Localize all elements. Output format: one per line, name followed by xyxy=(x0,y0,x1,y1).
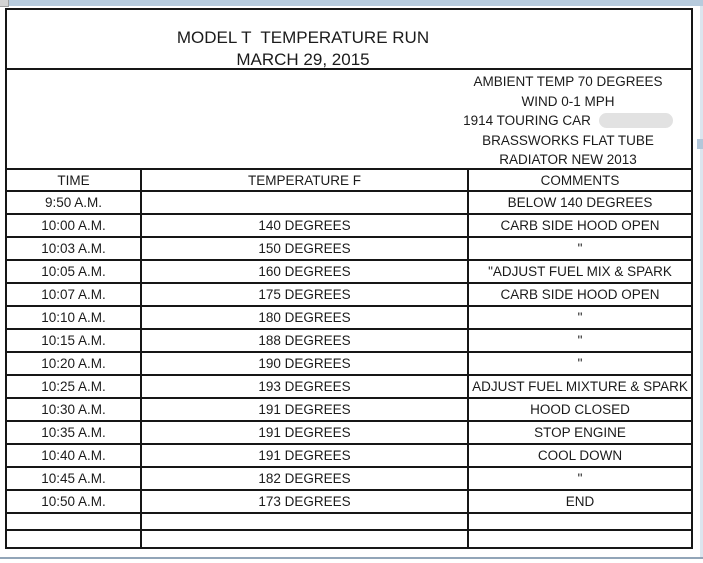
comment-cell: HOOD CLOSED xyxy=(530,402,630,417)
comment-cell: CARB SIDE HOOD OPEN xyxy=(500,287,660,302)
time-cell: 10:05 A.M. xyxy=(7,261,142,282)
document-table xyxy=(5,8,693,549)
table-row xyxy=(7,307,691,330)
comment-cell xyxy=(469,514,691,529)
temperature-cell: 190 DEGREES xyxy=(142,353,469,374)
temperature-cell: 188 DEGREES xyxy=(142,330,469,351)
temperature-cell: 193 DEGREES xyxy=(142,376,469,397)
time-cell: 10:35 A.M. xyxy=(7,422,142,443)
table-row xyxy=(7,422,691,445)
time-cell: 10:00 A.M. xyxy=(7,215,142,236)
time-cell: 10:40 A.M. xyxy=(7,445,142,466)
table-rows xyxy=(7,170,691,547)
info-line: AMBIENT TEMP 70 DEGREES xyxy=(473,74,663,89)
comment-cell: " xyxy=(577,356,583,371)
table-row xyxy=(7,353,691,376)
info-line: RADIATOR NEW 2013 xyxy=(499,152,637,167)
time-cell: 10:25 A.M. xyxy=(7,376,142,397)
table-row xyxy=(7,261,691,284)
temperature-cell: 173 DEGREES xyxy=(142,491,469,512)
table-row xyxy=(7,284,691,307)
table-row xyxy=(7,376,691,399)
table-row xyxy=(7,238,691,261)
document-title: MODEL T TEMPERATURE RUN xyxy=(176,28,430,47)
temperature-cell: 191 DEGREES xyxy=(142,422,469,443)
temperature-cell: 180 DEGREES xyxy=(142,307,469,328)
time-cell: 10:45 A.M. xyxy=(7,468,142,489)
comment-cell: BELOW 140 DEGREES xyxy=(507,195,653,210)
comments-header: COMMENTS xyxy=(540,172,620,188)
table-row xyxy=(7,215,691,238)
temperature-cell: 175 DEGREES xyxy=(142,284,469,305)
window-edge-bottom xyxy=(0,557,703,559)
comment-cell: " xyxy=(577,471,583,486)
table-row xyxy=(7,514,691,531)
temperature-cell: 160 DEGREES xyxy=(142,261,469,282)
time-cell xyxy=(7,514,142,529)
info-block xyxy=(449,72,687,170)
document-date: MARCH 29, 2015 xyxy=(236,50,370,69)
comment-cell: " xyxy=(577,310,583,325)
temperature-cell xyxy=(142,531,469,547)
temperature-cell: 140 DEGREES xyxy=(142,215,469,236)
comment-cell: STOP ENGINE xyxy=(534,425,626,440)
table-row xyxy=(7,445,691,468)
selection-handle xyxy=(697,139,703,149)
comment-cell: CARB SIDE HOOD OPEN xyxy=(500,218,660,233)
corner-fragment xyxy=(0,0,9,7)
title-section xyxy=(7,10,691,70)
comment-cell: END xyxy=(565,494,595,509)
time-cell: 10:50 A.M. xyxy=(7,491,142,512)
info-line: 1914 TOURING CAR xyxy=(449,111,687,131)
temperature-cell: 182 DEGREES xyxy=(142,468,469,489)
temperature-cell xyxy=(142,514,469,529)
title-wrap xyxy=(7,28,599,70)
time-cell xyxy=(7,531,142,547)
table-row xyxy=(7,399,691,422)
temperature-header: TEMPERATURE F xyxy=(142,170,469,190)
table-row xyxy=(7,330,691,353)
time-header: TIME xyxy=(7,170,142,190)
comment-cell xyxy=(469,531,691,547)
window-edge-top xyxy=(0,0,703,6)
info-line: WIND 0-1 MPH xyxy=(521,93,615,109)
table-header-row xyxy=(7,170,691,192)
temperature-cell: 150 DEGREES xyxy=(142,238,469,259)
table-row xyxy=(7,491,691,514)
time-cell: 10:03 A.M. xyxy=(7,238,142,259)
info-line: BRASSWORKS FLAT TUBE xyxy=(482,132,654,148)
temperature-cell xyxy=(142,192,469,213)
table-row xyxy=(7,531,691,547)
redaction-blob xyxy=(599,113,673,128)
comment-cell: "ADJUST FUEL MIX & SPARK xyxy=(488,264,672,279)
time-cell: 10:30 A.M. xyxy=(7,399,142,420)
time-cell: 10:10 A.M. xyxy=(7,307,142,328)
time-cell: 10:07 A.M. xyxy=(7,284,142,305)
table-row xyxy=(7,192,691,215)
comment-cell: ADJUST FUEL MIXTURE & SPARK xyxy=(472,379,688,394)
time-cell: 9:50 A.M. xyxy=(7,192,142,213)
table-row xyxy=(7,468,691,491)
comment-cell: COOL DOWN xyxy=(537,448,623,463)
temperature-cell: 191 DEGREES xyxy=(142,399,469,420)
time-cell: 10:20 A.M. xyxy=(7,353,142,374)
time-cell: 10:15 A.M. xyxy=(7,330,142,351)
temperature-cell: 191 DEGREES xyxy=(142,445,469,466)
comment-cell: " xyxy=(577,241,583,256)
info-section xyxy=(7,70,691,170)
comment-cell: " xyxy=(577,333,583,348)
